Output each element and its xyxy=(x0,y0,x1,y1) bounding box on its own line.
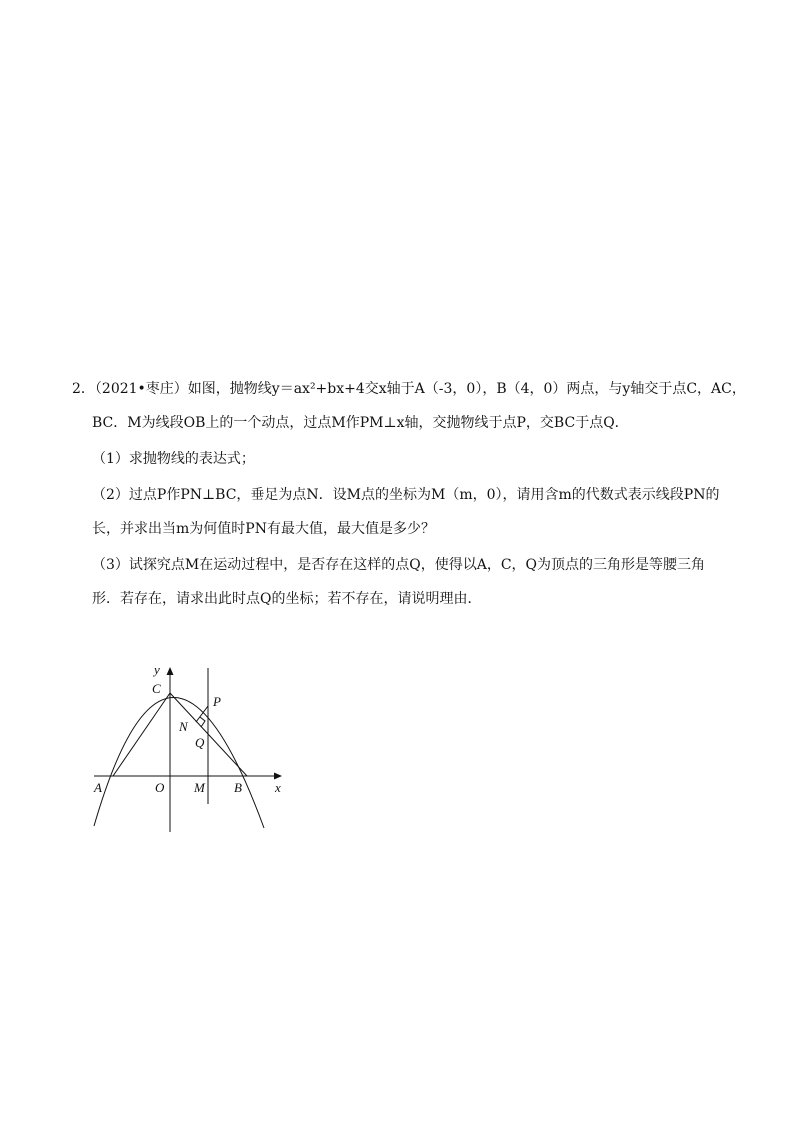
label-m: M xyxy=(194,780,205,795)
segment-ac xyxy=(113,693,170,776)
label-y: y xyxy=(154,662,160,677)
parabola-curve xyxy=(94,697,264,828)
label-x: x xyxy=(275,780,281,795)
segment-pn xyxy=(196,706,208,722)
question-2-line-2: 长，并求出当m为何值时PN有最大值，最大值是多少？ xyxy=(92,521,435,537)
label-n: N xyxy=(179,719,188,734)
label-b: B xyxy=(234,780,242,795)
y-axis-arrow xyxy=(167,667,174,675)
label-p: P xyxy=(213,694,221,709)
question-2-line-1: （2）过点P作PN⊥BC，垂足为点N．设M点的坐标为M（m，0），请用含m的代数式表示线段PN的 xyxy=(92,487,720,503)
label-c: C xyxy=(152,681,161,696)
problem-line-1: 2．（2021•枣庄）如图，抛物线y＝ax²+bx+4交x轴于A（-3，0），B（4，0）两点，与y轴交于点C，AC， xyxy=(72,381,746,397)
label-a: A xyxy=(94,780,102,795)
problem-text xyxy=(72,372,746,616)
question-3-line-1: （3）试探究点M在运动过程中，是否存在这样的点Q，使得以A，C，Q为顶点的三角形是等腰三角 xyxy=(92,557,706,573)
problem-line-2: BC．M为线段OB上的一个动点，过点M作PM⊥x轴，交抛物线于点P，交BC于点Q． xyxy=(92,415,629,431)
parabola-figure xyxy=(88,662,298,834)
x-axis-arrow xyxy=(274,773,282,780)
label-o: O xyxy=(155,780,165,795)
question-1: （1）求抛物线的表达式； xyxy=(92,451,255,467)
label-q: Q xyxy=(195,735,205,750)
question-3-line-2: 形．若存在，请求出此时点Q的坐标；若不存在，请说明理由． xyxy=(92,591,482,607)
